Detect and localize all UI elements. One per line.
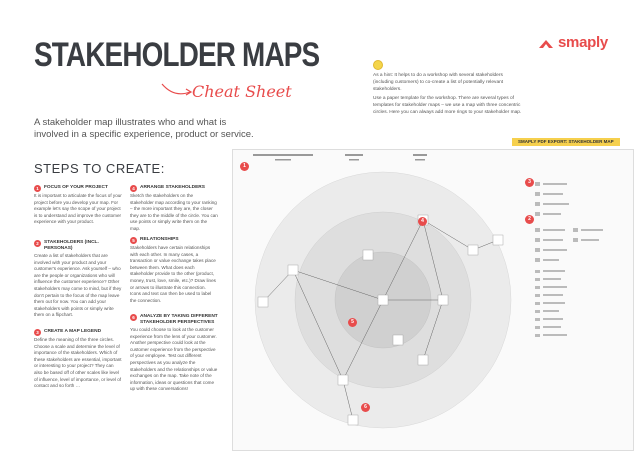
step-title: FOCUS OF YOUR PROJECT	[44, 185, 108, 190]
step-5	[130, 237, 218, 304]
steps-title: STEPS TO CREATE:	[34, 161, 165, 176]
step-title: STAKEHOLDERS (INCL. PERSONAS)	[44, 240, 99, 251]
export-banner: SMAPLY PDF EXPORT: STAKEHOLDER MAP	[512, 138, 620, 146]
marker-5: 5	[348, 318, 357, 327]
marker-3: 3	[525, 178, 534, 187]
step-number: 3	[34, 329, 41, 336]
step-body: It is important to articulate the focus of your project before you develop your map. For example let's say the scope of your project is to understand and improve the customer experience with your product.	[34, 193, 122, 225]
logo-text: smaply	[558, 34, 608, 51]
step-title: RELATIONSHIPS	[140, 237, 179, 242]
logo-mark-icon	[538, 37, 554, 49]
marker-6: 6	[361, 403, 370, 412]
map-header-captions	[253, 154, 427, 161]
step-body: Stakeholders have certain relationships with each other. In many cases, a transaction or value exchange takes place between them. What does each stakeholder provide to the other (product, money, trust, love, smile, etc.)? Draw lines or arrows to illustrate this connection. Icons and text can then be used to label the connection.	[130, 245, 216, 303]
step-number: 4	[130, 185, 137, 192]
page-subtitle: Cheat Sheet	[192, 82, 292, 101]
smaply-logo	[538, 34, 608, 51]
step-1	[34, 185, 122, 226]
step-3	[34, 329, 122, 390]
step-title: ANALYZE BY TAKING DIFFERENT STAKEHOLDER PERSPECTIVES	[140, 314, 218, 325]
step-2	[34, 240, 122, 319]
hint-text-2: Use a paper template for the workshop. There are several types of templates for stakeholder maps – we use a map with three concentric circles. Here you can always add more rings to your stakeholder map.	[373, 96, 522, 115]
step-body: Create a list of stakeholders that are involved with your product and your customer's experience. Ask yourself – who are the people or organizations who will influence the customer experience? Other stakeholders may come to mind, but if they don't pertain to the focus of the map leave them out for now. You can add your stakeholders with points or simply write them on a flipchart.	[34, 253, 122, 318]
stakeholder-map-diagram	[233, 150, 633, 450]
hint-text-1: As a hint: It helps to do a workshop with several stakeholders (including customers) to co-create a list of potentially relevant stakeholders.	[373, 73, 504, 92]
step-number: 1	[34, 185, 41, 192]
page-title: STAKEHOLDER MAPS	[34, 36, 320, 74]
step-6	[130, 314, 218, 393]
lightbulb-icon	[373, 60, 383, 70]
map-legend	[535, 182, 603, 337]
step-number: 6	[130, 314, 137, 321]
step-number: 5	[130, 237, 137, 244]
step-body: Define the meaning of the three circles. Choose a scale and determine the level of importance of the stakeholders. Which of these stakeholders are essential, important or interesting to your project? They can also be based off of other scales like level of influence, level of importance, or level of contact and so forth …	[34, 337, 122, 389]
step-body: Sketch the stakeholders on the stakeholder map according to your ranking – the more important they are, the closer they are to the middle of the circle. You can use points or simply write them on the map.	[130, 193, 218, 231]
step-body: You could choose to look at the customer experience from the lens of your customer. Another perspective could look at the customer experience from the perspective of your employee. Test out different perspectives as you analyze the stakeholders and the relationships or value exchanges on the map. Take note of the information, ideas or questions that come up with these conversations!	[130, 327, 218, 392]
step-4	[130, 185, 218, 233]
curved-arrow-icon	[160, 80, 194, 100]
step-title: CREATE A MAP LEGEND	[44, 329, 102, 334]
stakeholder-map-export	[232, 149, 634, 451]
marker-1: 1	[240, 162, 249, 171]
intro-text: A stakeholder map illustrates who and what is involved in a specific experience, product or service.	[34, 117, 254, 140]
marker-4: 4	[418, 217, 427, 226]
step-number: 2	[34, 240, 41, 247]
marker-2: 2	[525, 215, 534, 224]
step-title: ARRANGE STAKEHOLDERS	[140, 185, 205, 190]
